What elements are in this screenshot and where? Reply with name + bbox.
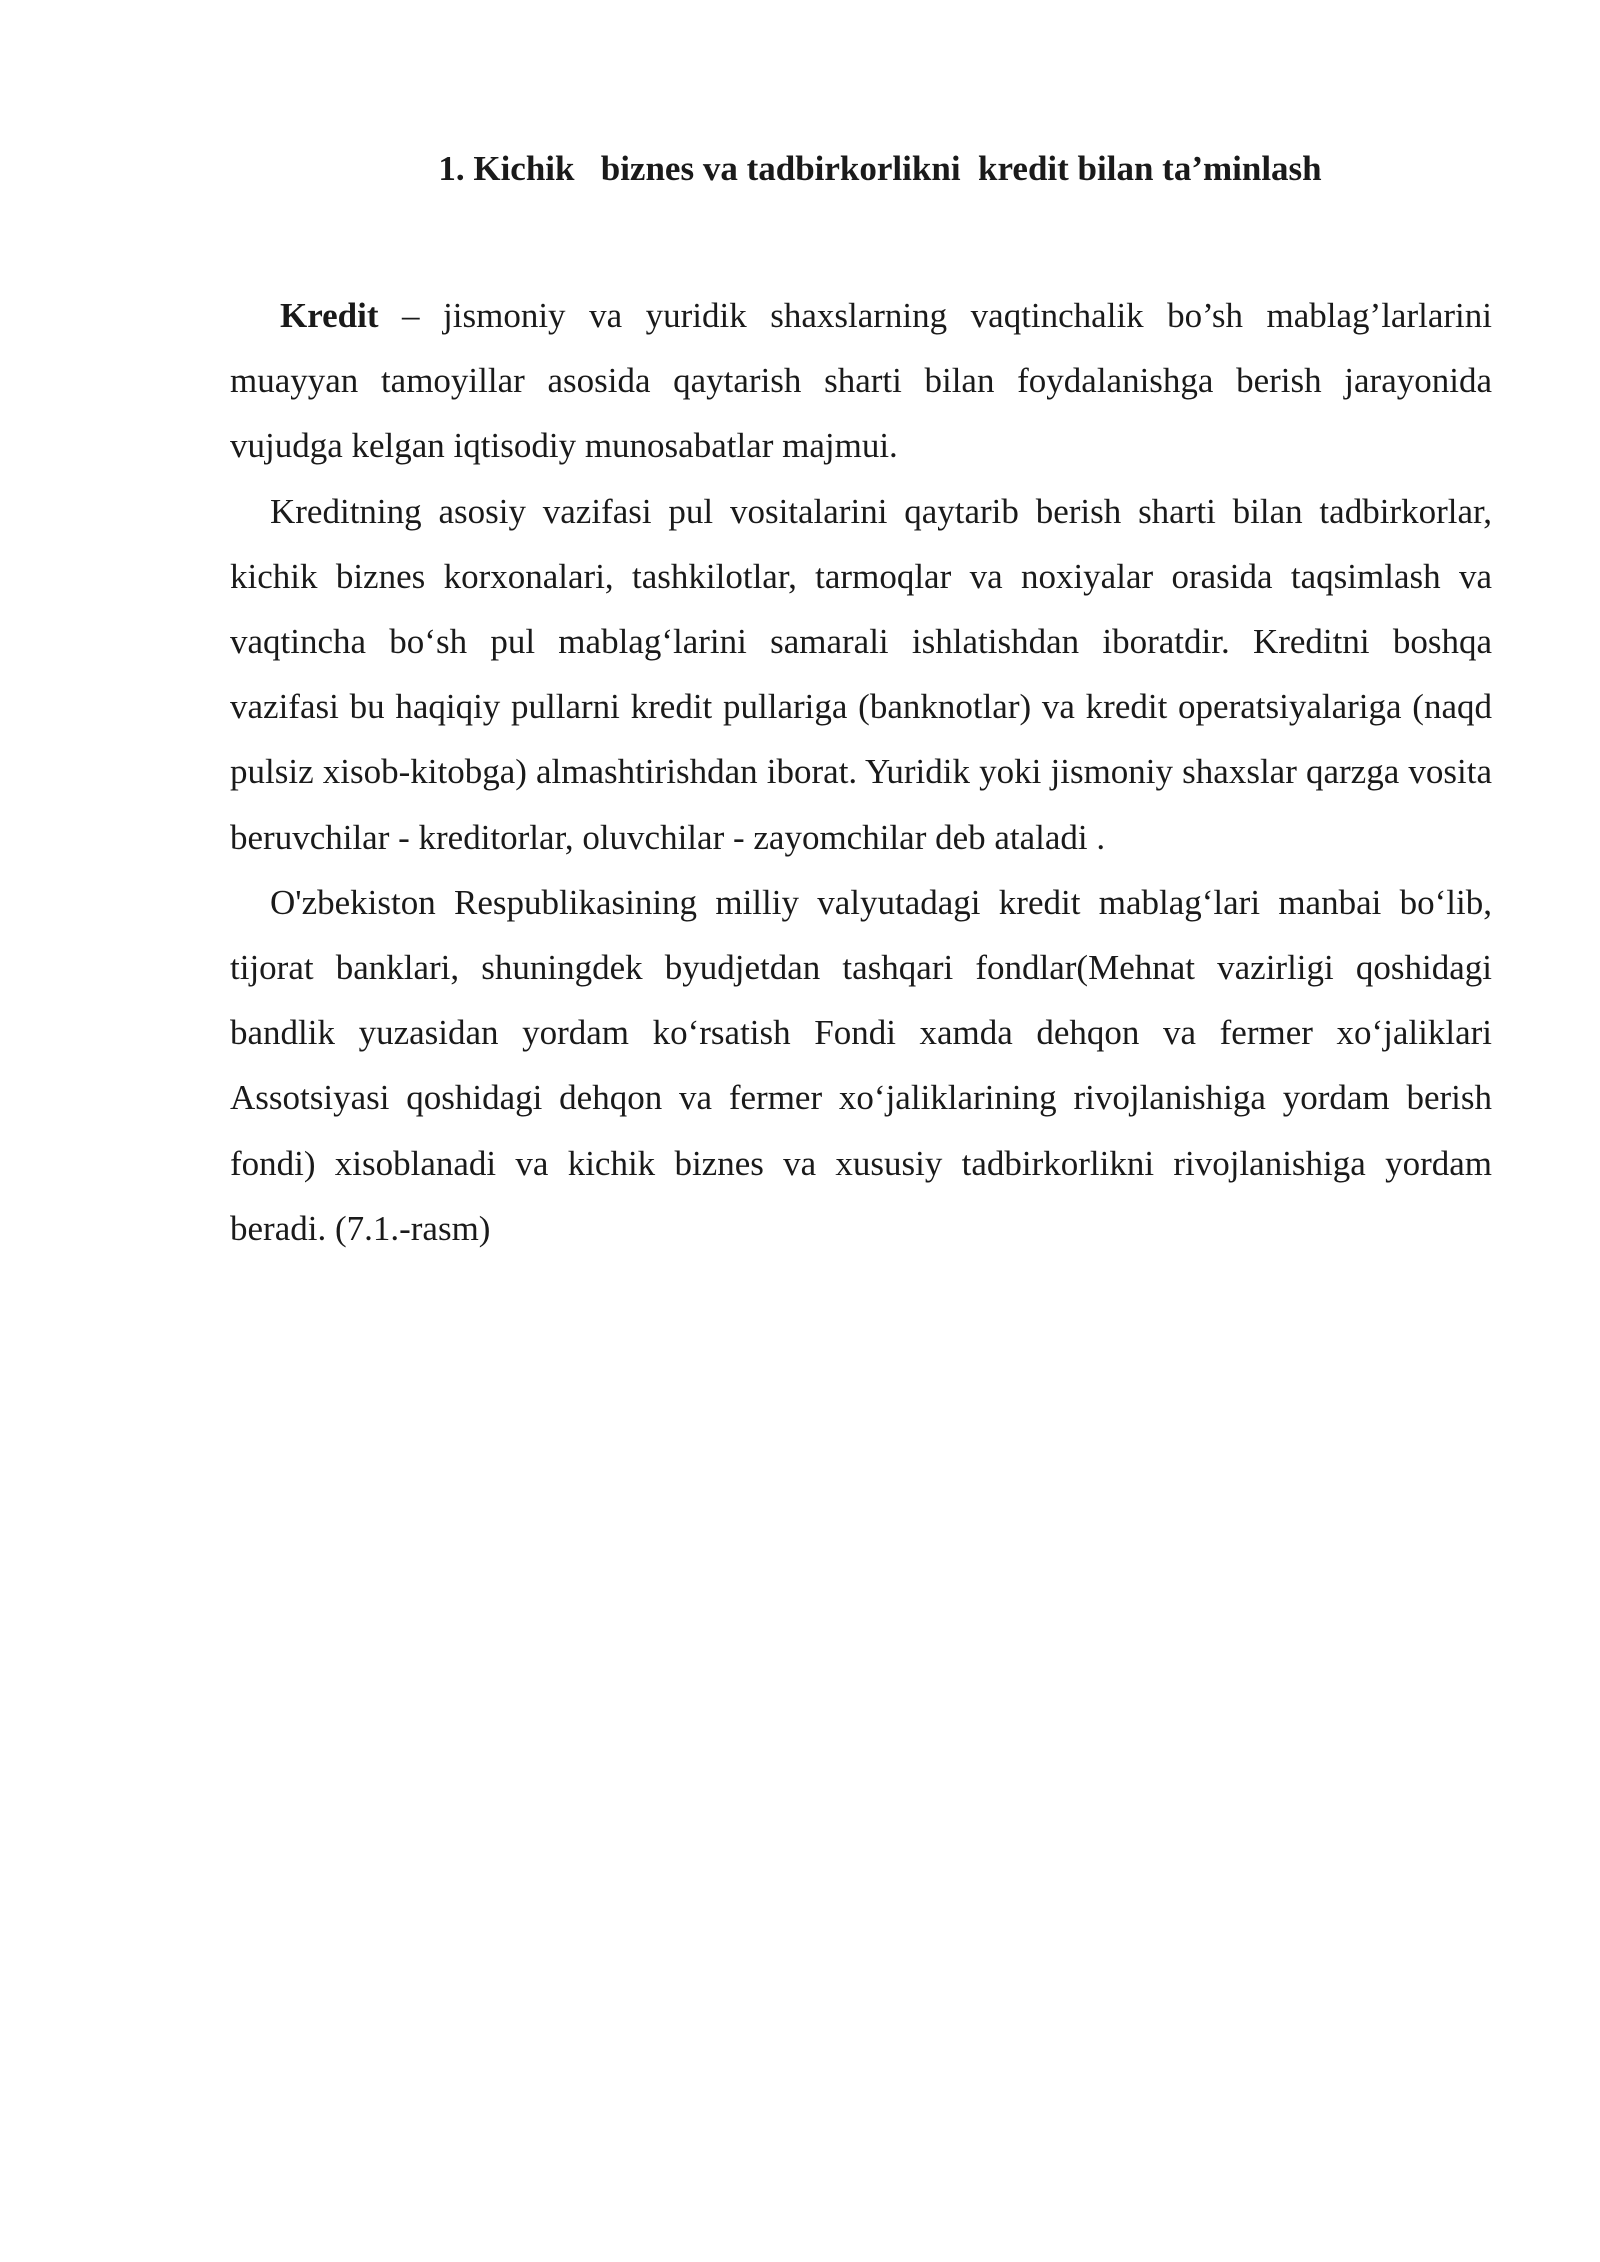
section-heading: 1. Kichik biznes va tadbirkorlikni kredit bilan ta’minlash	[438, 149, 1322, 188]
body-text	[230, 283, 1492, 1261]
paragraph-credit-sources: O'zbekiston Respublikasining milliy valyutadagi kredit mablag‘lari manbai bo‘lib, tijorat banklari, shuningdek byudjetdan tashqari fondlar(Mehnat vazirligi qoshidagi bandlik yuzasidan yordam ko‘rsatish Fondi xamda dehqon va fermer xo‘jaliklari Assotsiyasi qoshidagi dehqon va fermer xo‘jaliklarining rivojlanishiga yordam berish fondi) xisoblanadi va kichik biznes va xususiy tadbirkorlikni rivojlanishiga yordam beradi. (7.1.-rasm)	[230, 882, 1492, 1248]
paragraph-credit-functions: Kreditning asosiy vazifasi pul vositalarini qaytarib berish sharti bilan tadbirkorlar, kichik biznes korxonalari, tashkilotlar, tarmoqlar va noxiyalar orasida taqsimlash va vaqtincha bo‘sh pul mablag‘larini samarali ishlatishdan iboratdir. Kreditni boshqa vazifasi bu haqiqiy pullarni kredit pullariga (banknotlar) va kredit operatsiyalariga (naqd pulsiz xisob-kitobga) almashtirishdan iborat. Yuridik yoki jismoniy shaxslar qarzga vosita beruvchilar - kreditorlar, oluvchilar - zayomchilar deb ataladi .	[230, 491, 1492, 857]
paragraph-credit-definition	[230, 283, 1492, 479]
credit-definition-text: – jismoniy va yuridik shaxslarning vaqtinchalik bo’sh mablag’larlarini muayyan tamoyillar asosida qaytarish sharti bilan foydalanishga berish jarayonida vujudga kelgan iqtisodiy munosabatlar majmui.	[230, 296, 1492, 466]
term-kredit: Kredit	[280, 296, 379, 335]
